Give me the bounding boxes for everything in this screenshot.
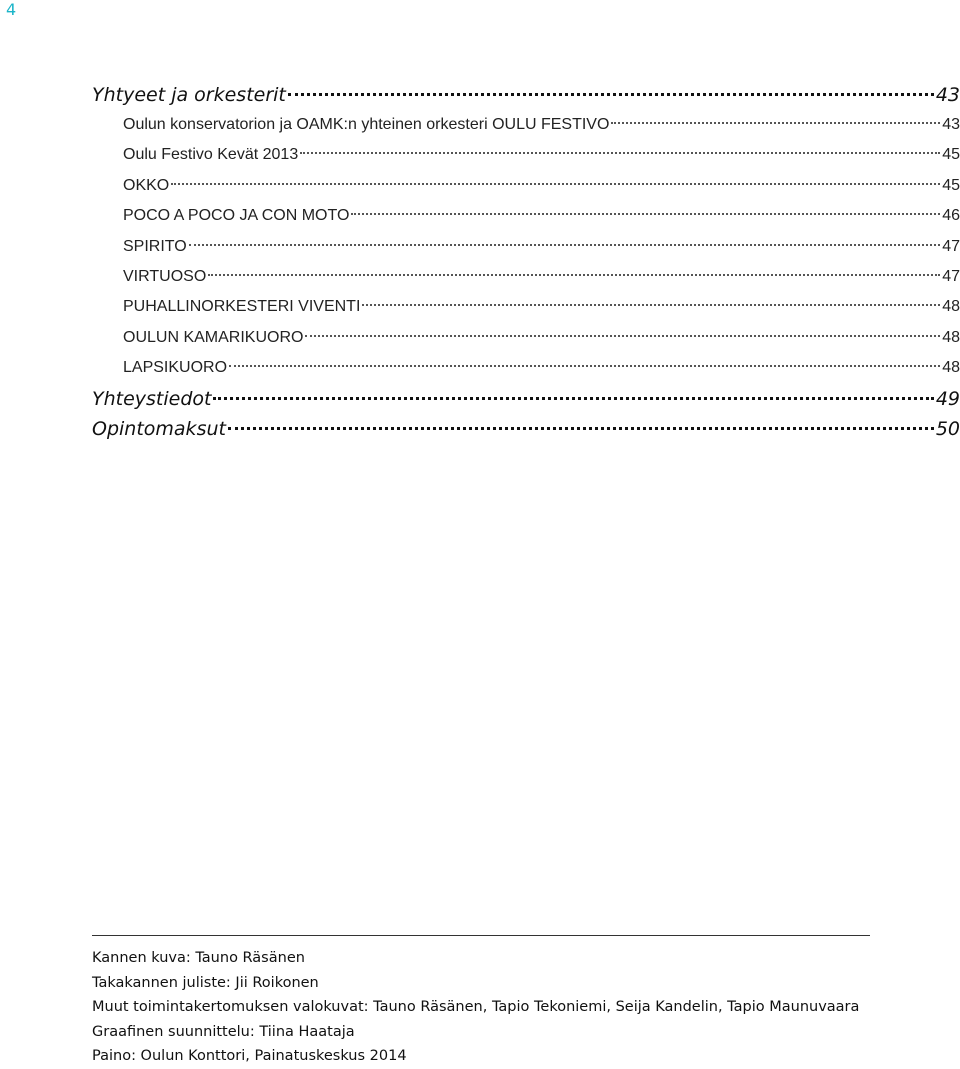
toc-page: 48	[942, 359, 960, 377]
toc-row-oulu-festivo-kevat[interactable]	[92, 140, 960, 170]
toc-row-lapsikuoro[interactable]	[92, 353, 960, 383]
toc-title: Opintomaksut	[92, 417, 226, 440]
toc-row-okko[interactable]	[92, 171, 960, 201]
credit-cover-photo: Kannen kuva: Tauno Räsänen	[92, 950, 305, 966]
toc-page: 43	[935, 84, 960, 106]
toc-page: 48	[942, 298, 960, 316]
dot-leader	[228, 427, 934, 430]
dot-leader	[208, 274, 940, 276]
dot-leader	[171, 183, 940, 185]
toc-title: Oulu Festivo Kevät 2013	[123, 146, 299, 164]
dot-leader	[300, 152, 940, 154]
toc-page: 48	[942, 328, 960, 346]
dot-leader	[362, 304, 940, 306]
credit-back-cover-poster: Takakannen juliste: Jii Roikonen	[92, 974, 319, 991]
dot-leader	[213, 397, 933, 400]
dot-leader	[351, 213, 940, 215]
toc-page: 50	[935, 417, 960, 440]
toc-page: 45	[942, 176, 960, 194]
dot-leader	[189, 244, 940, 246]
toc-title: LAPSIKUORO	[123, 359, 228, 377]
credit-printing: Paino: Oulun Konttori, Painatuskeskus 2014	[92, 1048, 407, 1065]
toc-page: 47	[942, 237, 960, 255]
toc-row-spirito[interactable]	[92, 232, 960, 262]
credit-graphic-design: Graafinen suunnittelu: Tiina Haataja	[92, 1023, 355, 1040]
toc-row-oulu-festivo-orkesteri[interactable]	[92, 110, 960, 140]
dot-leader	[305, 335, 940, 337]
toc-title: PUHALLINORKESTERI VIVENTI	[123, 298, 361, 316]
toc-title: Oulun konservatorion ja OAMK:n yhteinen orkesteri OULU FESTIVO	[123, 116, 610, 133]
toc-row-yhtyeet-ja-orkesterit[interactable]	[92, 80, 960, 110]
toc-title: OKKO	[123, 176, 170, 194]
table-of-contents	[92, 80, 960, 444]
toc-page: 49	[935, 387, 960, 410]
toc-page: 45	[942, 146, 960, 164]
toc-page: 46	[942, 207, 960, 225]
credit-other-photos: Muut toimintakertomuksen valokuvat: Tauno Räsänen, Tapio Tekoniemi, Seija Kandelin, Tapio Maunuvaara	[92, 999, 860, 1016]
dot-leader	[288, 93, 934, 96]
page-number: 4	[6, 0, 17, 19]
credits-divider	[92, 935, 870, 936]
toc-title: POCO A POCO JA CON MOTO	[123, 207, 350, 225]
dot-leader	[229, 365, 940, 367]
toc-row-yhteystiedot[interactable]	[92, 384, 960, 414]
toc-row-virtuoso[interactable]	[92, 262, 960, 292]
toc-title: VIRTUOSO	[123, 267, 207, 285]
toc-page: 43	[942, 116, 960, 133]
toc-title: OULUN KAMARIKUORO	[123, 328, 304, 346]
dot-leader	[611, 122, 940, 124]
toc-row-puhallinorkesteri-viventi[interactable]	[92, 292, 960, 322]
toc-title: Yhtyeet ja orkesterit	[92, 84, 286, 106]
toc-page: 47	[942, 267, 960, 285]
toc-row-opintomaksut[interactable]	[92, 414, 960, 444]
toc-row-poco-a-poco[interactable]	[92, 201, 960, 231]
toc-title: Yhteystiedot	[92, 387, 212, 410]
toc-row-oulun-kamarikuoro[interactable]	[92, 323, 960, 353]
credits	[92, 946, 859, 1069]
toc-title: SPIRITO	[123, 237, 187, 255]
